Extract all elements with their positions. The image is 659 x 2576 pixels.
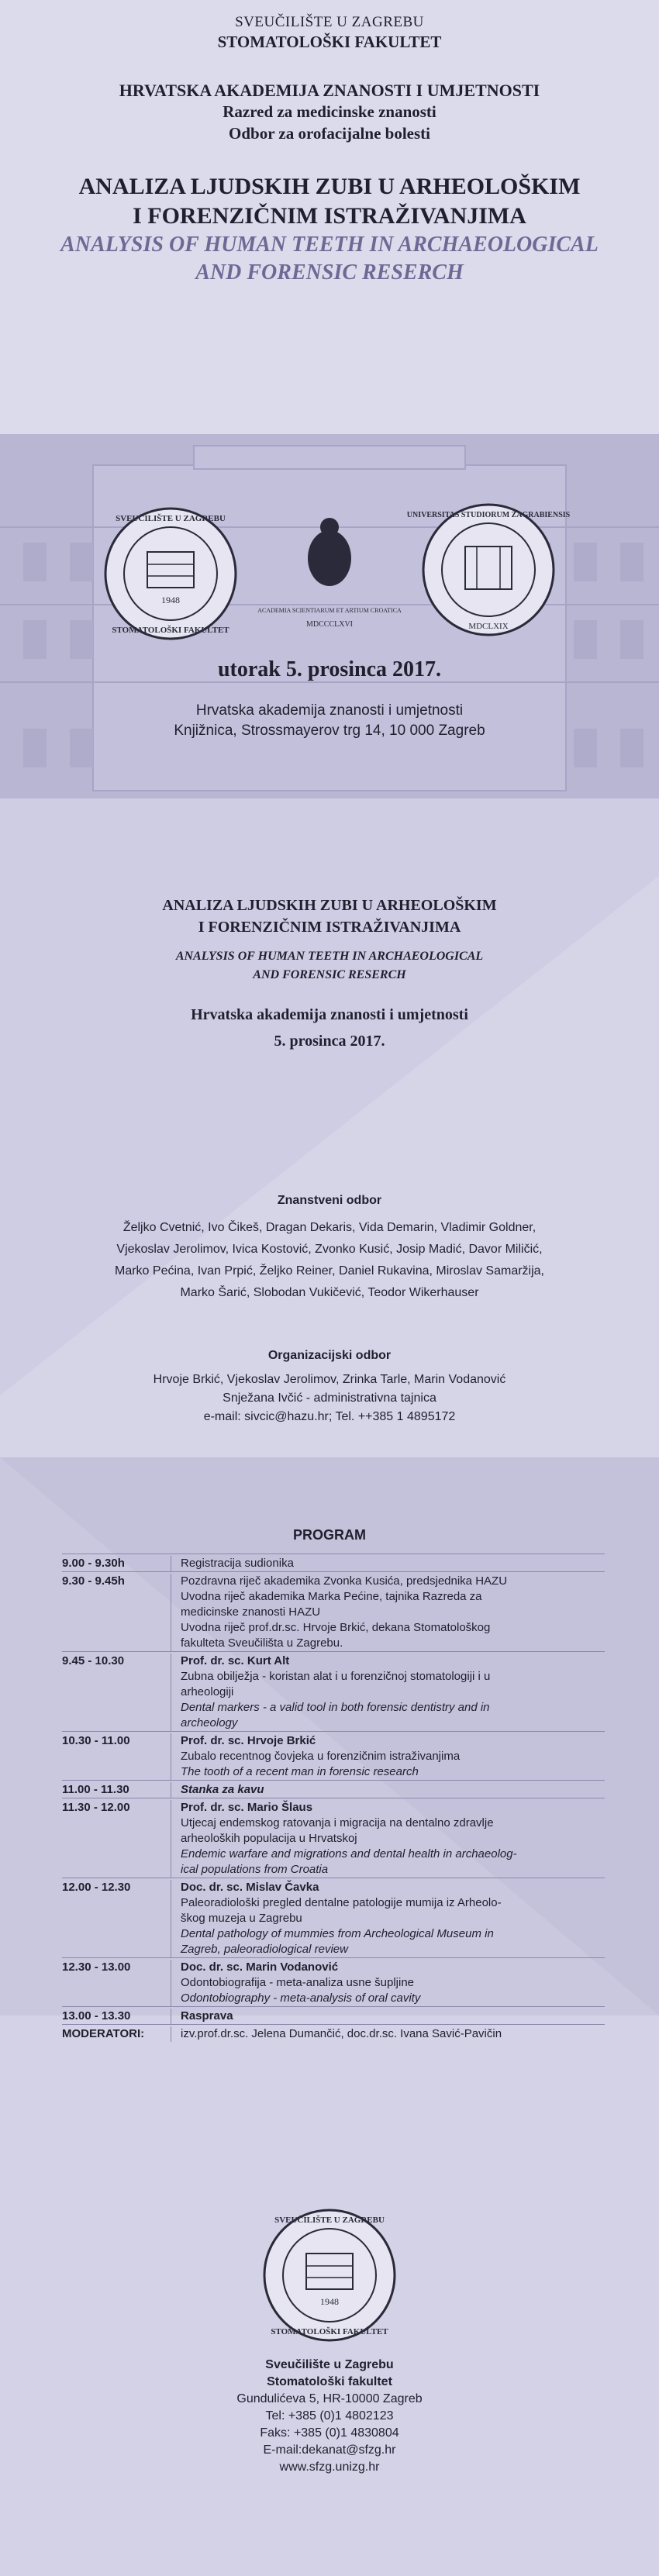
program-time: 12.00 - 12.30 <box>62 1881 131 1894</box>
scientific-committee-line-1: Željko Cvetnić, Ivo Čikeš, Dragan Dekaris, Vida Demarin, Vladimir Goldner, <box>122 1221 537 1234</box>
program-line: fakulteta Sveučilišta u Zagrebu. <box>181 1636 343 1650</box>
program-line: Uvodna riječ prof.dr.sc. Hrvoje Brkić, dekana Stomatološkog <box>181 1621 491 1634</box>
program-body <box>171 1782 605 1798</box>
program-row <box>62 1571 605 1651</box>
program-line: ical populations from Croatia <box>181 1863 329 1876</box>
footer-seal <box>260 2205 399 2345</box>
program-time: 11.30 - 12.00 <box>62 1801 130 1814</box>
program-line: Zubalo recentnog čovjeka u forenzičnim istraživanjima <box>181 1750 461 1763</box>
organizing-committee-line-2: Snježana Ivčić - administrativna tajnica <box>223 1391 436 1405</box>
footer-contact <box>0 2357 659 2476</box>
program-row <box>62 1798 605 1878</box>
program-line: Prof. dr. sc. Mario Šlaus <box>181 1801 313 1814</box>
event-venue <box>0 701 659 741</box>
program-line: Registracija sudionika <box>181 1557 294 1570</box>
program-line: Zagreb, paleoradiological review <box>181 1943 348 1956</box>
footer-seal-bottom: STOMATOLOŠKI FAKULTET <box>271 2327 388 2336</box>
program-line: arheoloških populacija u Hrvatskoj <box>181 1832 357 1845</box>
program-body <box>171 1960 605 2006</box>
university-seal-year: MDCLXIX <box>468 622 509 631</box>
section2-title-hr-2: I FORENZIČNIM ISTRAŽIVANJIMA <box>198 919 461 936</box>
venue-line-1: Hrvatska akademija znanosti i umjetnosti <box>195 702 464 719</box>
academy-seal <box>257 496 402 651</box>
scientific-committee-members <box>31 1217 628 1304</box>
faculty-seal-top: SVEUČILIŠTE U ZAGREBU <box>116 514 226 523</box>
footer-phone: Tel: +385 (0)1 4802123 <box>265 2409 394 2423</box>
program-line: Odontobiography - meta-analysis of oral cavity <box>181 1991 421 2005</box>
university-seal <box>406 500 571 640</box>
program-line: Prof. dr. sc. Kurt Alt <box>181 1654 290 1667</box>
title-en-line-1: ANALYSIS OF HUMAN TEETH IN ARCHAEOLOGICAL <box>60 233 599 257</box>
program-line: Utjecaj endemskog ratovanja i migracija na dentalno zdravlje <box>181 1816 494 1829</box>
program-line: škog muzeja u Zagrebu <box>181 1912 302 1925</box>
program-body <box>171 1800 605 1878</box>
program-body <box>171 2026 605 2042</box>
footer-seal-year: 1948 <box>320 2296 339 2307</box>
academy-seal-year: MDCCCLXVI <box>305 620 354 629</box>
program-line: Uvodna riječ akademika Marka Pećine, tajnika Razreda za <box>181 1590 482 1603</box>
program-body <box>171 2009 605 2024</box>
venue-line-2: Knjižnica, Strossmayerov trg 14, 10 000 Zagreb <box>174 722 485 739</box>
program-time: 13.00 - 13.30 <box>62 2009 131 2023</box>
section2-title-hr <box>0 895 659 938</box>
program-line: Stanka za kavu <box>181 1783 264 1796</box>
program-row <box>62 1731 605 1780</box>
program-line: archeology <box>181 1716 238 1729</box>
section2-title-en-1: ANALYSIS OF HUMAN TEETH IN ARCHAEOLOGICAL <box>175 950 484 963</box>
program-body <box>171 1574 605 1651</box>
program-line: Zubna obilježja - koristan alat i u forenzičnoj stomatologiji i u <box>181 1670 491 1683</box>
program-line: izv.prof.dr.sc. Jelena Dumančić, doc.dr.sc. Ivana Savić-Pavičin <box>181 2027 502 2040</box>
footer-fax: Faks: +385 (0)1 4830804 <box>260 2426 399 2440</box>
program-row <box>62 1651 605 1731</box>
footer-seal-top: SVEUČILIŠTE U ZAGREBU <box>274 2216 385 2225</box>
program-time: 12.30 - 13.00 <box>62 1960 131 1974</box>
title-hr-line-1: ANALIZA LJUDSKIH ZUBI U ARHEOLOŠKIM <box>78 174 581 199</box>
program-line: Dental markers - a valid tool in both forensic dentistry and in <box>181 1701 490 1714</box>
organizing-committee-line-3: e-mail: sivcic@hazu.hr; Tel. ++385 1 4895172 <box>203 1410 456 1423</box>
program-row <box>62 2006 605 2024</box>
section2-date: 5. prosinca 2017. <box>274 1033 385 1050</box>
program-time: 9.30 - 9.45h <box>62 1574 125 1588</box>
scientific-committee-line-2: Vjekoslav Jerolimov, Ivica Kostović, Zvonko Kusić, Josip Madić, Davor Miličić, <box>116 1243 543 1256</box>
program-line: Pozdravna riječ akademika Zvonka Kusića, predsjednika HAZU <box>181 1574 508 1588</box>
organizing-committee-line-1: Hrvoje Brkić, Vjekoslav Jerolimov, Zrinka Tarle, Marin Vodanović <box>153 1373 506 1386</box>
title-en-line-2: AND FORENSIC RESERCH <box>195 260 464 284</box>
program-row <box>62 1554 605 1571</box>
program-line: Doc. dr. sc. Mislav Čavka <box>181 1881 319 1894</box>
title-hr-line-2: I FORENZIČNIM ISTRAŽIVANJIMA <box>133 203 526 229</box>
program-line: Prof. dr. sc. Hrvoje Brkić <box>181 1734 316 1747</box>
program-row <box>62 1878 605 1957</box>
program-body <box>171 1733 605 1780</box>
footer-faculty: Stomatološki fakultet <box>267 2375 392 2388</box>
program-title: PROGRAM <box>293 1527 366 1543</box>
section2-venue: Hrvatska akademija znanosti i umjetnosti <box>191 1006 468 1023</box>
footer-address: Gundulićeva 5, HR-10000 Zagreb <box>236 2392 423 2405</box>
program-line: Dental pathology of mummies from Archeological Museum in <box>181 1927 494 1940</box>
header-department: Razred za medicinske znanosti <box>223 102 436 121</box>
scientific-committee-line-4: Marko Šarić, Slobodan Vukičević, Teodor Wikerhauser <box>180 1286 479 1299</box>
section2-title-en <box>0 947 659 985</box>
scientific-committee-title: Znanstveni odbor <box>277 1194 382 1207</box>
footer-university: Sveučilište u Zagrebu <box>265 2358 394 2371</box>
event-date: utorak 5. prosinca 2017. <box>217 657 442 681</box>
university-seal-text: UNIVERSITAS STUDIORUM ZAGRABIENSIS <box>406 511 571 519</box>
organizing-committee-members <box>0 1371 659 1426</box>
program-line: Rasprava <box>181 2009 233 2023</box>
program-line: The tooth of a recent man in forensic research <box>181 1765 419 1778</box>
header-university: SVEUČILIŠTE U ZAGREBU <box>235 14 424 30</box>
program-table <box>62 1554 605 2042</box>
section2-title-hr-1: ANALIZA LJUDSKIH ZUBI U ARHEOLOŠKIM <box>162 897 497 914</box>
organizing-committee-title: Organizacijski odbor <box>267 1349 392 1362</box>
program-line: Odontobiografija - meta-analiza usne šupljine <box>181 1976 415 1989</box>
header-academy: HRVATSKA AKADEMIJA ZNANOSTI I UMJETNOSTI <box>119 81 540 100</box>
program-line: arheologiji <box>181 1685 234 1698</box>
program-line: Doc. dr. sc. Marin Vodanović <box>181 1960 339 1974</box>
program-line: Endemic warfare and migrations and dental health in archaeolog- <box>181 1847 517 1860</box>
program-row <box>62 1957 605 2006</box>
scientific-committee-line-3: Marko Pećina, Ivan Prpić, Željko Reiner, Daniel Rukavina, Miroslav Samaržija, <box>115 1264 544 1278</box>
program-time: 9.00 - 9.30h <box>62 1557 125 1570</box>
program-body <box>171 1880 605 1957</box>
program-time: 11.00 - 11.30 <box>62 1783 129 1796</box>
program-time: 10.30 - 11.00 <box>62 1734 130 1747</box>
program-body <box>171 1556 605 1571</box>
header-committee: Odbor za orofacijalne bolesti <box>229 124 430 143</box>
program-body <box>171 1654 605 1731</box>
title-croatian <box>0 172 659 231</box>
faculty-seal-year: 1948 <box>161 595 180 605</box>
program-time: 9.45 - 10.30 <box>62 1654 125 1667</box>
section2-title-en-2: AND FORENSIC RESERCH <box>253 968 406 981</box>
faculty-seal <box>101 504 240 643</box>
footer-website[interactable]: www.sfzg.unizg.hr <box>279 2460 380 2474</box>
program-time: MODERATORI: <box>62 2027 145 2040</box>
program-row <box>62 2024 605 2042</box>
program-line: Paleoradiološki pregled dentalne patologije mumija iz Arheolo- <box>181 1896 502 1909</box>
program-line: medicinske znanosti HAZU <box>181 1605 321 1619</box>
title-english <box>0 231 659 287</box>
academy-seal-text: ACADEMIA SCIENTIARUM ET ARTIUM CROATICA <box>257 607 402 614</box>
header-faculty: STOMATOLOŠKI FAKULTET <box>217 33 442 51</box>
program-row <box>62 1780 605 1798</box>
footer-email[interactable]: E-mail:dekanat@sfzg.hr <box>263 2443 396 2457</box>
faculty-seal-bottom: STOMATOLOŠKI FAKULTET <box>112 626 229 635</box>
